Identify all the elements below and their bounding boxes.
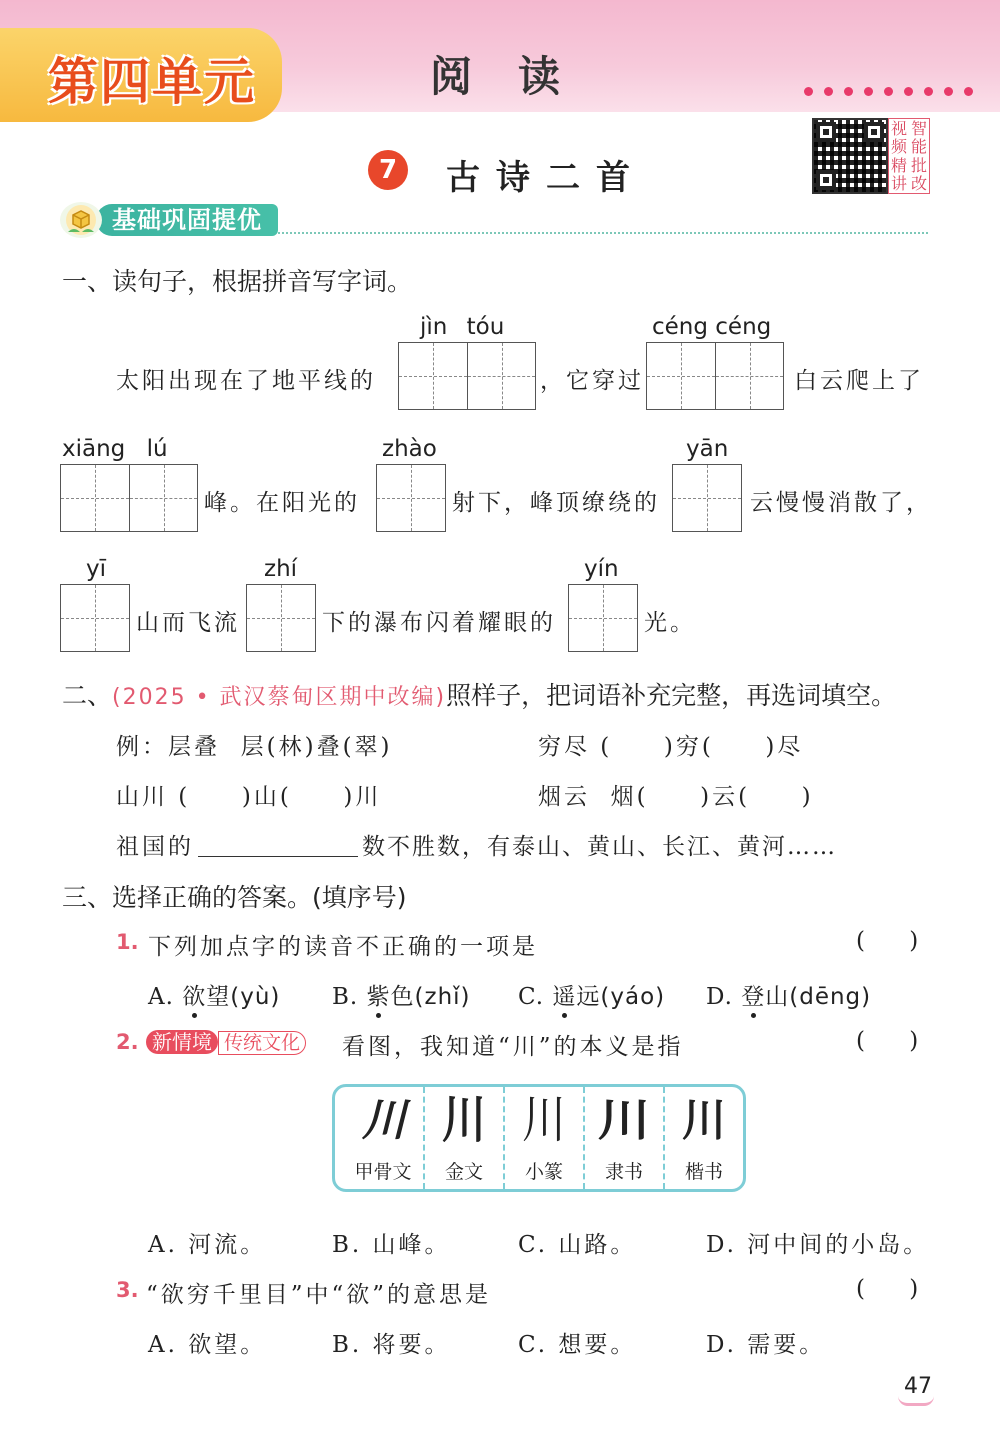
- q1-text: ，它穿过: [540, 368, 644, 394]
- answer-grid[interactable]: [568, 584, 638, 652]
- lesson-title: 古诗二首: [446, 158, 646, 198]
- script-bronze: [423, 1087, 503, 1189]
- answer-paren[interactable]: ( ): [856, 1276, 922, 1302]
- q2-heading-text: 照样子，把词语补充完整，再选词填空。: [446, 681, 897, 710]
- tag-new-context: 新情境: [146, 1030, 218, 1054]
- video-char: 视: [890, 119, 907, 138]
- option-b[interactable]: B. 山峰。: [332, 1232, 451, 1258]
- source-note: (2025 • 武汉蔡甸区期中改编): [112, 685, 447, 710]
- q1-text: 峰。在阳光的: [204, 490, 360, 516]
- option-text: 远(yáo): [576, 984, 666, 1010]
- section-title: 阅读: [430, 52, 607, 101]
- video-char: 能: [910, 137, 927, 157]
- word-item[interactable]: 穷尽 ( )穷( )尽: [538, 734, 804, 760]
- video-char: 讲: [890, 173, 907, 193]
- sub-question-number: 3.: [116, 1278, 139, 1302]
- script-label: 隶书: [604, 1161, 643, 1183]
- script-evolution-figure: [332, 1084, 746, 1192]
- fill-text: 数不胜数，有泰山、黄山、长江、黄河……: [362, 834, 837, 860]
- answer-grid[interactable]: [672, 464, 742, 532]
- script-label: 楷书: [684, 1161, 723, 1183]
- script-small-seal: [503, 1087, 583, 1189]
- banner-divider: [278, 232, 928, 234]
- answer-paren[interactable]: ( ): [856, 1028, 922, 1054]
- q2-heading: [62, 676, 896, 712]
- script-glyph: 川: [362, 1095, 404, 1146]
- script-glyph: 川: [442, 1091, 486, 1150]
- q2-prefix: 二、: [62, 681, 113, 710]
- option-b[interactable]: [332, 978, 471, 1011]
- pinyin-xianglu: xiāng lú: [62, 436, 168, 462]
- pinyin-jintou: jìn tóu: [420, 314, 505, 340]
- q1-text: 射下，峰顶缭绕的: [452, 490, 660, 516]
- sub-question-number: 2.: [116, 1030, 139, 1054]
- video-char: 批: [910, 155, 927, 175]
- unit-title: 第四单元: [48, 53, 256, 111]
- answer-paren[interactable]: ( ): [856, 928, 922, 954]
- dotted-char: 紫: [367, 978, 391, 1011]
- video-char: 精: [890, 155, 907, 175]
- q1-text: 白云爬上了: [794, 368, 924, 394]
- option-c[interactable]: C. 山路。: [518, 1232, 637, 1258]
- dotted-char: 欲: [182, 978, 206, 1011]
- dotted-char: 遥: [552, 978, 576, 1011]
- option-b[interactable]: B. 将要。: [332, 1332, 451, 1358]
- video-char: 频: [890, 137, 907, 157]
- option-label: D.: [706, 984, 733, 1010]
- q1-text: 光。: [644, 610, 696, 636]
- cube-icon: [60, 202, 102, 238]
- sub-question-stem: “欲穷千里目”中“欲”的意思是: [146, 1282, 492, 1308]
- example: 例：层叠 层(林)叠(翠): [116, 734, 393, 760]
- pinyin-yi: yī: [86, 556, 107, 582]
- page-number-swoosh: [898, 1396, 934, 1406]
- q1-text: 云慢慢消散了，: [750, 490, 932, 516]
- script-label: 小篆: [524, 1161, 563, 1183]
- tag-traditional-culture: 传统文化: [218, 1031, 306, 1055]
- tags: [146, 1028, 306, 1058]
- page-number: 47: [904, 1374, 932, 1399]
- answer-grid[interactable]: [646, 342, 784, 410]
- option-c[interactable]: [518, 978, 665, 1011]
- answer-grid[interactable]: [398, 342, 536, 410]
- script-regular: [663, 1087, 743, 1189]
- answer-grid[interactable]: [60, 584, 130, 652]
- option-a[interactable]: A. 河流。: [148, 1232, 267, 1258]
- video-char: 改: [910, 173, 927, 193]
- dotted-char: 登: [741, 978, 765, 1011]
- word-item[interactable]: 烟云 烟( )云( ): [538, 784, 814, 810]
- q1-text: 太阳出现在了地平线的: [116, 368, 376, 394]
- fill-text: 祖国的: [116, 834, 194, 860]
- q3-heading: 三、选择正确的答案。(填序号): [62, 883, 407, 912]
- lesson-number: 7: [368, 150, 408, 190]
- script-oracle-bone: [343, 1087, 423, 1189]
- option-c[interactable]: C. 想要。: [518, 1332, 637, 1358]
- answer-grid[interactable]: [376, 464, 446, 532]
- q1-heading: 一、读句子，根据拼音写字词。: [62, 267, 413, 296]
- pinyin-yan: yān: [686, 436, 729, 462]
- sub-question-stem: 看图，我知道“川”的本义是指: [342, 1034, 684, 1060]
- option-a[interactable]: [148, 978, 280, 1011]
- fill-blank[interactable]: [198, 856, 358, 857]
- script-clerical: [583, 1087, 663, 1189]
- sub-question-number: 1.: [116, 930, 139, 954]
- video-lecture-label[interactable]: [888, 118, 930, 194]
- video-char: 智: [910, 119, 927, 138]
- word-item[interactable]: 山川 ( )山( )川: [116, 784, 382, 810]
- qr-code[interactable]: [812, 118, 888, 194]
- option-label: B.: [332, 984, 359, 1010]
- q1-text: 山而飞流: [136, 610, 240, 636]
- option-label: A.: [148, 984, 174, 1010]
- answer-grid[interactable]: [246, 584, 316, 652]
- option-d[interactable]: [706, 978, 871, 1011]
- option-text: 色(zhǐ): [390, 984, 471, 1010]
- q1-text: 下的瀑布闪着耀眼的: [322, 610, 556, 636]
- option-d[interactable]: D. 河中间的小岛。: [706, 1232, 930, 1258]
- pinyin-zhao: zhào: [382, 436, 437, 462]
- sub-question-stem: 下列加点字的读音不正确的一项是: [148, 934, 538, 960]
- pinyin-cengceng: céng céng: [652, 314, 772, 340]
- script-glyph: 川: [522, 1091, 566, 1150]
- option-text: 山(dēng): [765, 984, 872, 1010]
- option-d[interactable]: D. 需要。: [706, 1332, 826, 1358]
- banner-label: 基础巩固提优: [112, 206, 262, 234]
- answer-grid[interactable]: [60, 464, 198, 532]
- option-a[interactable]: A. 欲望。: [148, 1332, 267, 1358]
- script-label: 金文: [444, 1161, 483, 1183]
- pinyin-yin: yín: [584, 556, 619, 582]
- pinyin-zhi: zhí: [264, 556, 298, 582]
- script-glyph: 川: [682, 1095, 726, 1146]
- script-label: 甲骨文: [354, 1161, 412, 1183]
- option-label: C.: [518, 984, 545, 1010]
- option-text: 望(yù): [206, 984, 281, 1010]
- script-glyph: 川: [597, 1095, 651, 1146]
